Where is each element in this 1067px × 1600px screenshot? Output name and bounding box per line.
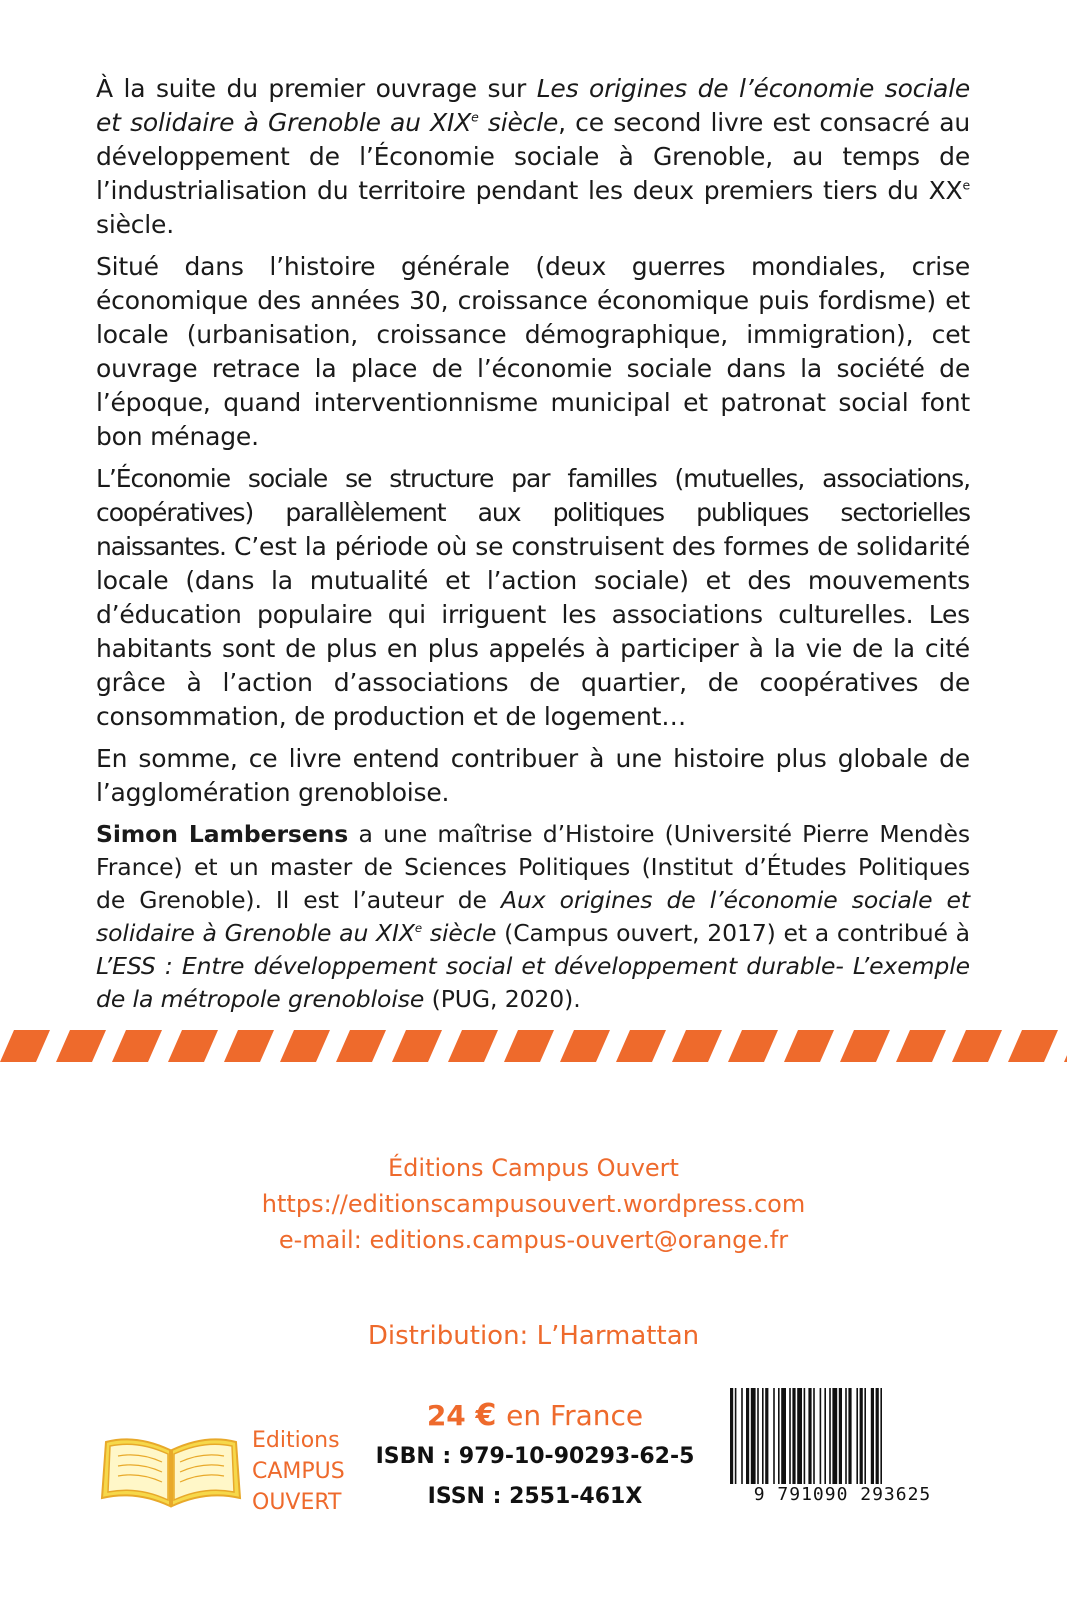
barcode-bar [876,1388,879,1488]
logo-line-1: Editions [252,1428,340,1453]
barcode-bar [778,1388,780,1488]
author-book-1: Aux origines de l’économie sociale et solidaire à Grenoble au XIXe siècle [96,886,970,947]
blurb-paragraph-3 [96,462,970,734]
barcode-bar [757,1388,759,1488]
author-bio: Simon Lambersens a une maîtrise d’Histoire (Université Pierre Mendès France) et un master de Sciences Politiques (Institut d’Études Politiques de Grenoble). Il est l’auteur de Aux origines de l’économie sociale et solidaire à Grenoble au XIXe siècle (Campus ouvert, 2017) et a contribué à L’ESS : Entre développement social et développement durable- L’exemple de la métropole grenobloise (PUG, 2020). [96,820,970,1013]
barcode-bar [856,1388,858,1488]
barcode-bar [860,1388,863,1488]
barcode-bar [773,1388,775,1488]
barcode-bar [871,1388,874,1488]
price-amount: 24 [426,1399,466,1432]
issn: ISSN : 2551-461X [427,1484,643,1509]
barcode-bar [751,1388,756,1488]
price-suffix: en France [506,1399,644,1432]
price-currency: € [475,1398,497,1433]
barcode-bar [848,1388,851,1488]
author-name: Simon Lambersens [96,820,349,848]
barcode-digits: 9 791090 293625 [720,1484,965,1505]
publisher-email: e-mail: editions.campus-ouvert@orange.fr [278,1226,789,1254]
barcode-bar [839,1388,842,1488]
barcode [720,1388,965,1520]
barcode-bar [781,1388,786,1488]
barcode-bar [829,1388,831,1488]
hazard-stripe-divider [0,1030,1067,1062]
author-book-2: L’ESS : Entre développement social et développement durable- L’exemple de la métropole grenobloise [96,952,970,1013]
barcode-bar [797,1388,802,1488]
blurb-paragraph-4: En somme, ce livre entend contribuer à une histoire plus globale de l’agglomération grenobloise. [96,744,970,807]
first-book-title: Les origines de l’économie sociale et solidaire à Grenoble au XIXe siècle [96,74,971,137]
barcode-bar [820,1388,822,1488]
barcode-bar [804,1388,806,1488]
barcode-bar [832,1388,837,1488]
distribution-line: Distribution: L’Harmattan [367,1321,700,1351]
back-cover-blurb [96,72,970,818]
barcode-bar [864,1388,866,1488]
barcode-bar [762,1388,764,1488]
blurb-paragraph-3-lead: L’Économie sociale se structure par familles (mutuelles, associations, coopératives) parallèlement aux politiques publiques sectorielles naissantes. [96,464,970,561]
barcode-bar [792,1388,795,1488]
logo-line-3: OUVERT [252,1490,342,1515]
barcode-bar [765,1388,768,1488]
isbn: ISBN : 979-10-90293-62-5 [375,1444,695,1469]
barcode-bar [746,1388,749,1488]
blurb-paragraph-1: À la suite du premier ouvrage sur Les origines de l’économie sociale et solidaire à Grenoble au XIXe siècle, ce second livre est consacré au développement de l’Économie sociale à Grenoble, au temps de l’industrialisation du territoire pendant les deux premiers tiers du XXe siècle. [96,74,971,239]
barcode-bar [813,1388,815,1488]
barcode-bar [845,1388,847,1488]
price [395,1396,675,1436]
barcode-bar [741,1388,743,1488]
open-book-logo-icon [96,1420,246,1510]
publisher-info [0,1150,1067,1258]
blurb-paragraph-2: Situé dans l’histoire générale (deux guerres mondiales, crise économique des années 30, croissance économique puis fordisme) et locale (urbanisation, croissance démographique, immigration), cet ouvrage retrace la place de l’économie sociale dans la société de l’époque, quand interventionnisme municipal et patronat social font bon ménage. [96,252,970,451]
logo-wordmark [252,1425,345,1518]
barcode-bar [824,1388,826,1488]
blurb-paragraph-3-body: C’est la période où se construisent des formes de solidarité locale (dans la mutualité et l’action sociale) et des mouvements d’éducation populaire qui irriguent les associations culturelles. Les habitants sont de plus en plus appelés à participer à la vie de la cité grâce à l’action d’associations de quartier, de coopératives de consommation, de production et de logement… [96,532,971,731]
logo-line-2: CAMPUS [252,1459,345,1484]
publisher-name: Éditions Campus Ouvert [388,1154,679,1182]
barcode-bar [789,1388,791,1488]
publisher-website: https://editionscampusouvert.wordpress.com [261,1190,806,1218]
